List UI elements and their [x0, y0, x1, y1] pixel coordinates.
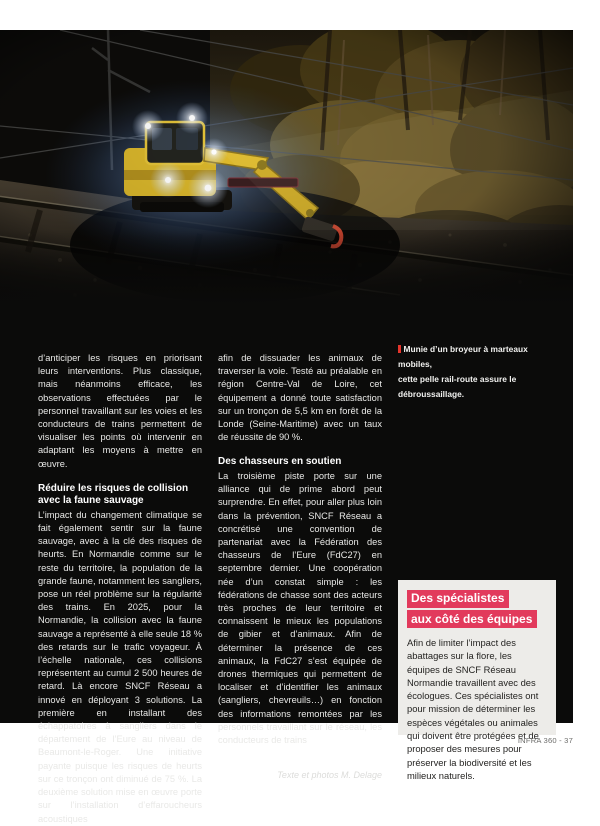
article-photo: [0, 30, 573, 305]
sidebar-title-line1: Des spécialistes: [407, 590, 509, 608]
caption-line1: Munie d’un broyeur à marteaux mobiles,: [398, 344, 528, 369]
col1-paragraph-2: L’impact du changement climatique se fait également sentir sur la faune sauvage, avec à la clé des risques de heurts. En Normandie comme sur le reste du territoire, la population de la grande faune, notamment les sangliers, pose un réel problème sur la régularité des trains. En 2025, pour la Normandie, la collision avec la faune sauvage a représenté à elle seule 18 % des retards sur le trafic voyageur. À l’échelle nationale, ces collisions représentent au cumul 2 500 heures de retard. Là encore SNCF Réseau a innové en déployant 3 solutions. La première en installant des échappatoires à sangliers dans le département de l’Eure au niveau de Beaumont-le-Roger. Une initiative payante puisque les risques de heurts sur ce tronçon ont diminué de 75 %. La deuxième solution mise en œuvre porte sur l’installation d’effaroucheurs acoustiques: [38, 509, 202, 824]
sidebar-title-line2: aux côté des équipes: [407, 610, 537, 628]
caption-red-bar-icon: [398, 345, 401, 354]
col1-heading: Réduire les risques de collision avec la faune sauvage: [38, 482, 189, 507]
caption-line2: cette pelle rail-route assure le débroussaillage.: [398, 374, 517, 399]
sidebar-body: Afin de limiter l’impact des abattages sur la flore, les équipes de SNCF Réseau Normandie travaillent avec des écologues. Ces spécialistes ont pour mission de déterminer les espèces végétales ou animales qui doivent être protégées et de proposer des mesures pour préserver la biodiversité et les milieux naturels.: [407, 637, 539, 781]
photo-illustration: [0, 30, 573, 305]
text-column-2: [218, 352, 382, 782]
article-end-mark-icon: ◗: [309, 734, 315, 745]
text-column-1: [38, 352, 202, 826]
page-number: INFRA 360 - 37: [517, 736, 573, 745]
col2-paragraph-2: La troisième piste porte sur une alliance qui de prime abord peut surprendre. En effet, pour aller plus loin dans la prévention, SNCF Réseau a concrétisé une convention de partenariat avec la Fédération des chasseurs de l’Eure (FdC27) en septembre dernier. Une coopération née d’un constat simple : les fédérations de chasse sont des acteurs très proches de leur territoire et connaissent le mieux les populations de gibier et d’animaux. Afin de déterminer la présence de ces animaux, la FdC27 s’est équipée de drones thermiques qui permettent de localiser et d’identifier les animaux (sangliers, chevreuils…) en fonction des informations remontées par les personnels travaillant sur le réseau, les conducteurs de trains ◗: [218, 470, 382, 745]
col2-heading: Des chasseurs en soutien: [218, 456, 342, 468]
photo-caption: [398, 342, 560, 402]
author-credit: Texte et photos M. Delage: [277, 770, 382, 781]
col1-paragraph-1: d’anticiper les risques en priorisant leurs interventions. Plus classique, mais néanmoins efficace, les observations effectuées par le personnel travaillant sur les voies et les conducteurs de trains permettent de visualiser les points où intervenir en adaptant les moyens à mettre en œuvre.: [38, 353, 202, 469]
col2-paragraph-1: afin de dissuader les animaux de traverser la voie. Testé au préalable en région Centre-Val de Loire, cet équipement a donné toute satisfaction sur un tronçon de 5,5 km en forêt de la Londe (Seine-Maritime) avec un taux de réussite de 90 %.: [218, 353, 382, 443]
